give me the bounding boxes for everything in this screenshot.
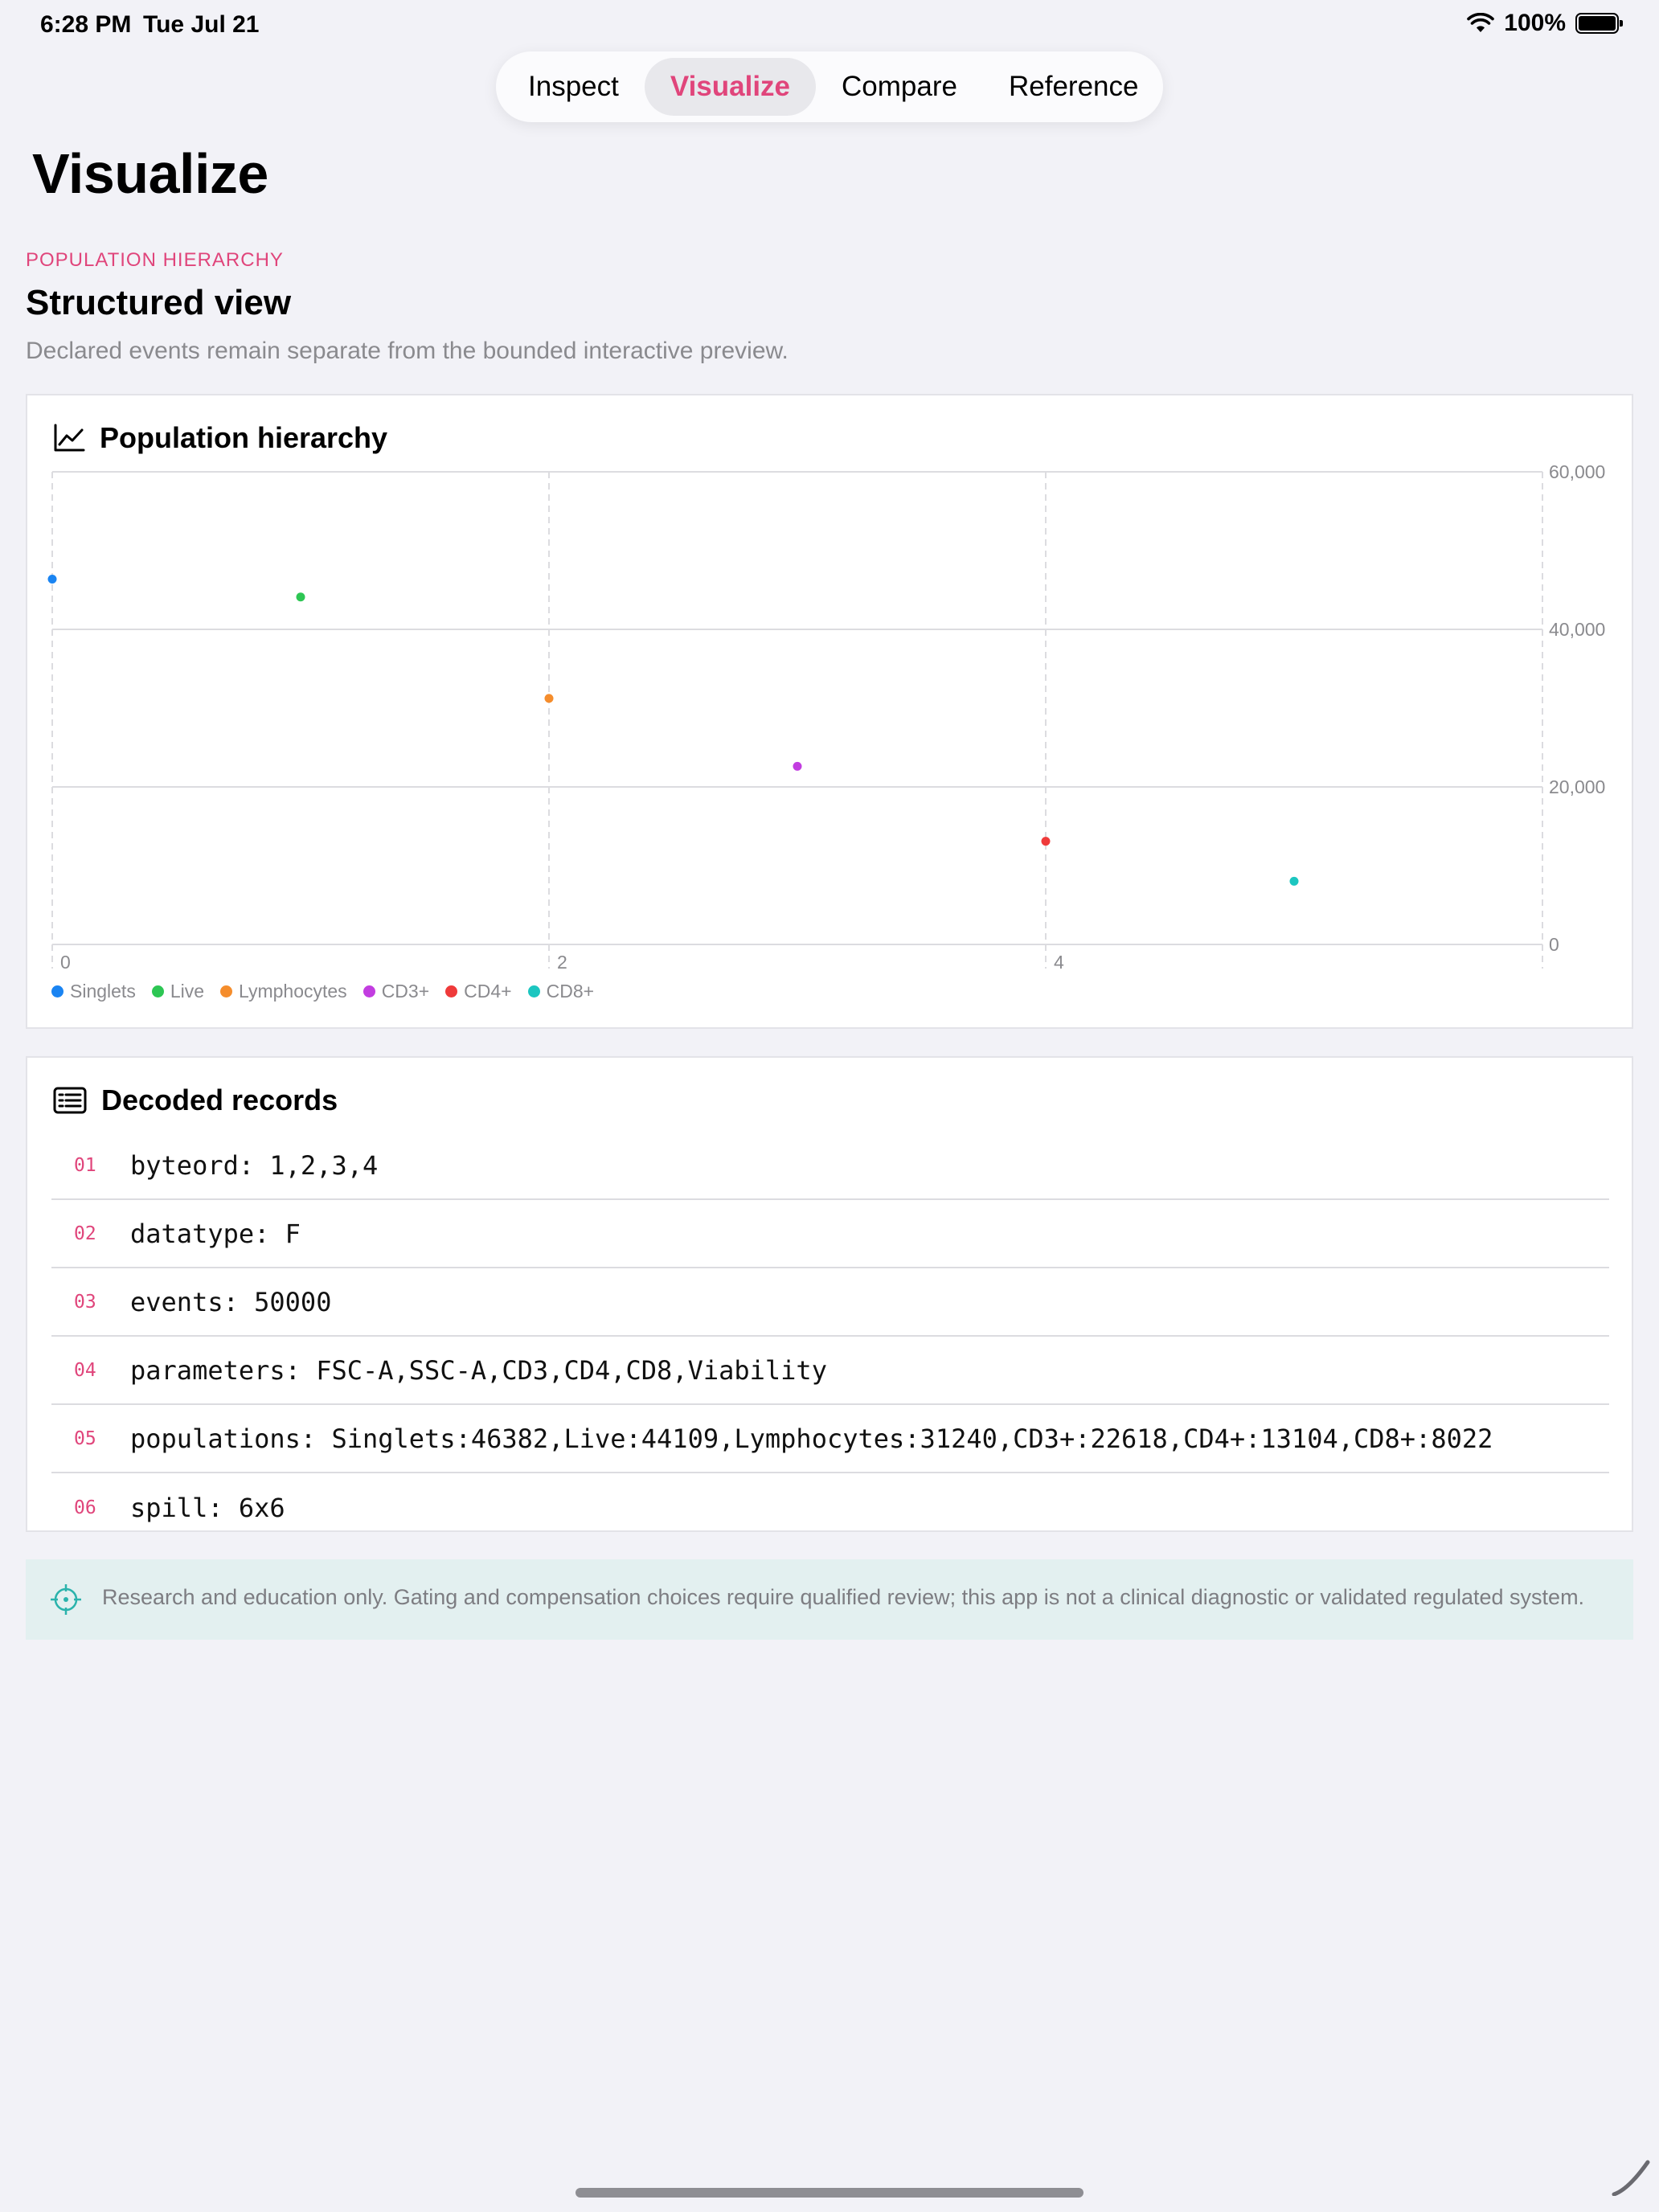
tab-inspect[interactable]: Inspect [528,71,619,102]
data-point-cd4- [1042,837,1051,846]
x-tick-label: 2 [557,952,567,973]
status-bar [0,0,1659,51]
legend-dot [51,985,63,997]
page-title: Visualize [32,142,268,205]
record-text: events: 50000 [130,1286,332,1317]
legend-label: CD8+ [546,981,595,1002]
section-eyebrow: POPULATION HIERARCHY [26,249,284,271]
legend-dot [152,985,164,997]
legend-item [152,981,204,1002]
y-tick-label: 40,000 [1549,619,1606,640]
section-title: Structured view [26,283,292,322]
legend-dot [220,985,232,997]
record-text: spill: 6x6 [130,1492,285,1523]
data-point-cd3- [793,762,802,771]
crosshair-icon [50,1583,82,1616]
legend-item [220,981,347,1002]
legend-label: Live [170,981,205,1002]
tab-compare[interactable]: Compare [842,71,957,102]
record-row [51,1337,1609,1405]
legend-dot [445,985,457,997]
legend-item [445,981,511,1002]
battery-percentage: 100% [1504,10,1566,36]
record-text: parameters: FSC-A,SSC-A,CD3,CD4,CD8,Viability [130,1354,827,1386]
record-row [51,1200,1609,1268]
x-tick-label: 0 [60,952,71,973]
record-row [51,1268,1609,1337]
y-tick-label: 20,000 [1549,776,1606,797]
tab-visualize[interactable]: Visualize [645,58,816,116]
home-indicator[interactable] [576,2188,1083,2198]
data-point-cd8- [1290,877,1299,886]
record-row [51,1473,1609,1542]
y-tick-label: 60,000 [1549,461,1606,482]
records-list [51,1132,1609,1542]
legend-label: CD3+ [381,981,430,1002]
legend-label: CD4+ [464,981,512,1002]
legend-item [528,981,594,1002]
record-text: datatype: F [130,1218,301,1249]
records-title: Decoded records [101,1083,338,1116]
list-document-icon [53,1087,87,1114]
record-row [51,1405,1609,1473]
tab-reference[interactable]: Reference [1008,71,1139,102]
record-number: 06 [74,1497,96,1518]
status-time: 6:28 PM [40,11,132,38]
population-scatter-chart [27,395,1635,1030]
x-tick-label: 4 [1054,952,1064,973]
record-number: 04 [74,1359,96,1381]
record-number: 05 [74,1428,96,1449]
disclaimer-text: Research and education only. Gating and compensation choices require qualified review; this app is not a clinical diagnostic or validated regulated system. [102,1585,1585,1609]
legend-dot [363,985,375,997]
data-point-lymphocytes [545,694,554,703]
records-card-header [53,1083,338,1117]
section-subtitle: Declared events remain separate from the bounded interactive preview. [26,338,789,364]
status-indicators [1467,10,1619,37]
chart-title: Population hierarchy [100,421,388,454]
data-point-live [297,592,305,601]
records-card [26,1056,1633,1532]
tab-bar [496,51,1163,122]
chart-card [26,394,1633,1029]
pencil-stroke-icon [1611,2159,1651,2196]
legend-item [51,981,136,1002]
record-number: 03 [74,1291,96,1313]
data-point-singlets [48,575,57,584]
legend-label: Lymphocytes [239,981,347,1002]
record-number: 01 [74,1154,96,1176]
status-date: Tue Jul 21 [143,11,260,38]
wifi-icon [1467,13,1494,34]
record-row [51,1132,1609,1200]
legend-item [363,981,429,1002]
legend-label: Singlets [70,981,136,1002]
chart-legend [51,981,594,1002]
record-text: byteord: 1,2,3,4 [130,1149,379,1181]
record-number: 02 [74,1223,96,1244]
disclaimer-banner [26,1559,1633,1640]
legend-dot [528,985,540,997]
battery-icon [1575,13,1619,34]
y-tick-label: 0 [1549,934,1559,955]
record-text: populations: Singlets:46382,Live:44109,Lymphocytes:31240,CD3+:22618,CD4+:13104,CD8+:8022 [130,1423,1493,1454]
